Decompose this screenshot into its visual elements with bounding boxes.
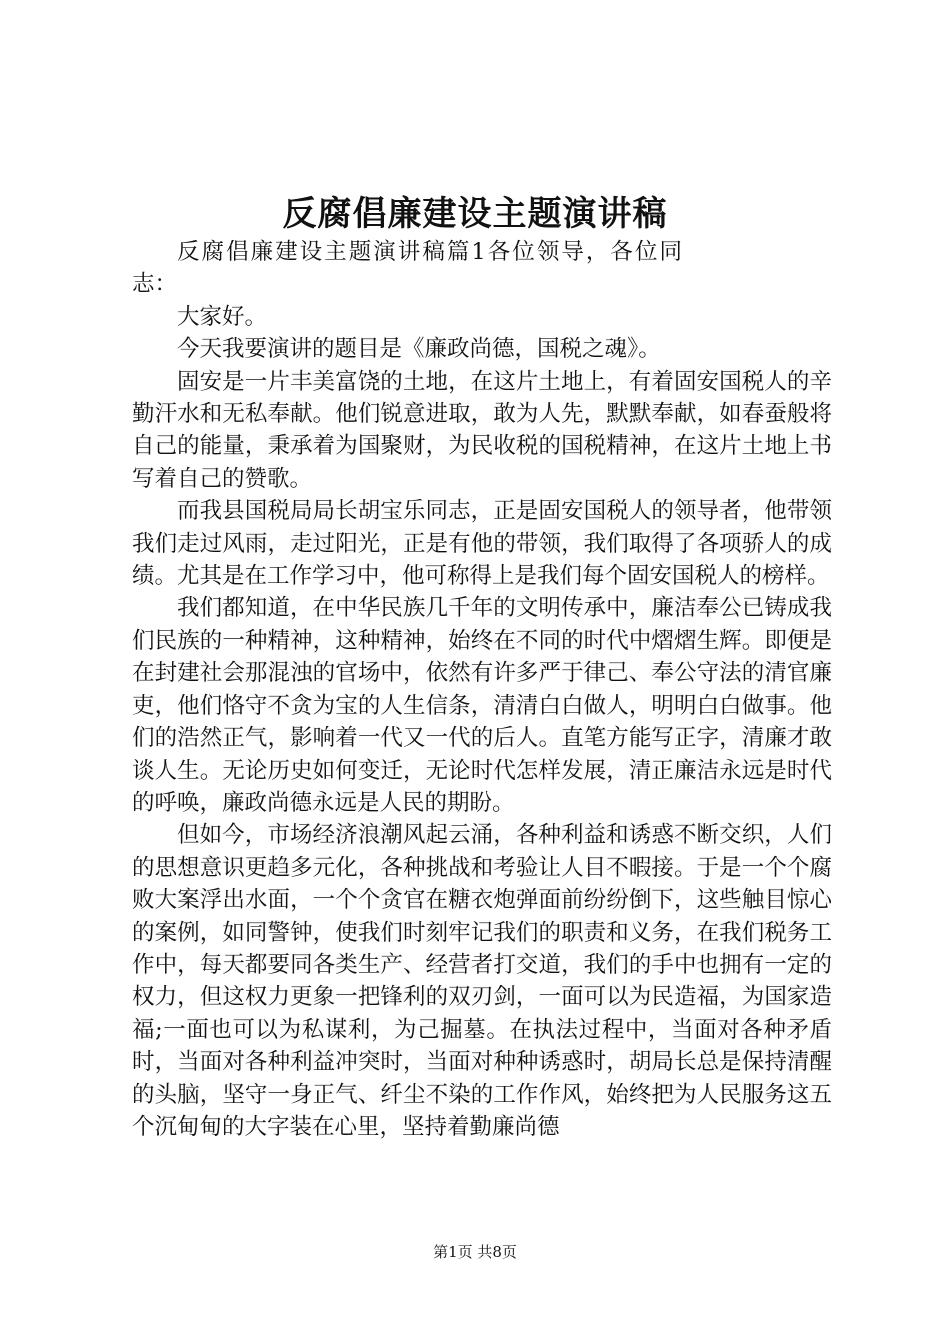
page-indicator: 第1页 共8页 (433, 1243, 517, 1261)
document-body (132, 236, 832, 1143)
paragraph-body: 我们都知道，在中华民族几千年的文明传承中，廉洁奉公已铸成我们民族的一种精神，这种精神，始终在不同的时代中熠熠生辉。即便是在封建社会那混浊的官场中，依然有许多严于律己、奉公守法的清官廉吏，他们恪守不贪为宝的人生信条，清清白白做人，明明白白做事。他们的浩然正气，影响着一代又一代的后人。直笔方能写正字，清廉才敢谈人生。无论历史如何变迁，无论时代怎样发展，清正廉洁永远是时代的呼唤，廉政尚德永远是人民的期盼。 (132, 595, 832, 816)
paragraph-body: 固安是一片丰美富饶的土地，在这片土地上，有着固安国税人的辛勤汗水和无私奉献。他们锐意进取，敢为人先，默默奉献，如春蚕般将自己的能量，秉承着为国聚财，为民收税的国税精神，在这片土地上书写着自己的赞歌。 (132, 368, 832, 492)
document-title: 反腐倡廉建设主题演讲稿 (282, 194, 668, 234)
paragraph-opening: 反腐倡廉建设主题演讲稿篇1各位领导，各位同志： (132, 239, 682, 298)
paragraph-topic: 今天我要演讲的题目是《廉政尚德，国税之魂》。 (177, 336, 661, 363)
paragraph-body: 但如今，市场经济浪潮风起云涌，各种利益和诱惑不断交织，人们的思想意识更趋多元化，各种挑战和考验让人目不暇接。于是一个个腐败大案浮出水面，一个个贪官在糖衣炮弹面前纷纷倒下，这些触目惊心的案例，如同警钟，使我们时刻牢记我们的职责和义务，在我们税务工作中，每天都要同各类生产、经营者打交道，我们的手中也拥有一定的权力，但这权力更象一把锋利的双刃剑，一面可以为民造福，为国家造福;一面也可以为私谋利，为己掘墓。在执法过程中，当面对各种矛盾时，当面对各种利益冲突时，当面对种种诱惑时，胡局长总是保持清醒的头脑，坚守一身正气、纤尘不染的工作作风，始终把为人民服务这五个沉甸甸的大字装在心里，坚持着勤廉尚德 (132, 822, 832, 1140)
paragraph-greeting: 大家好。 (177, 303, 268, 330)
paragraph-body: 而我县国税局局长胡宝乐同志，正是固安国税人的领导者，他带领我们走过风雨，走过阳光，正是有他的带领，我们取得了各项骄人的成绩。尤其是在工作学习中，他可称得上是我们每个固安国税人的榜样。 (132, 498, 832, 590)
